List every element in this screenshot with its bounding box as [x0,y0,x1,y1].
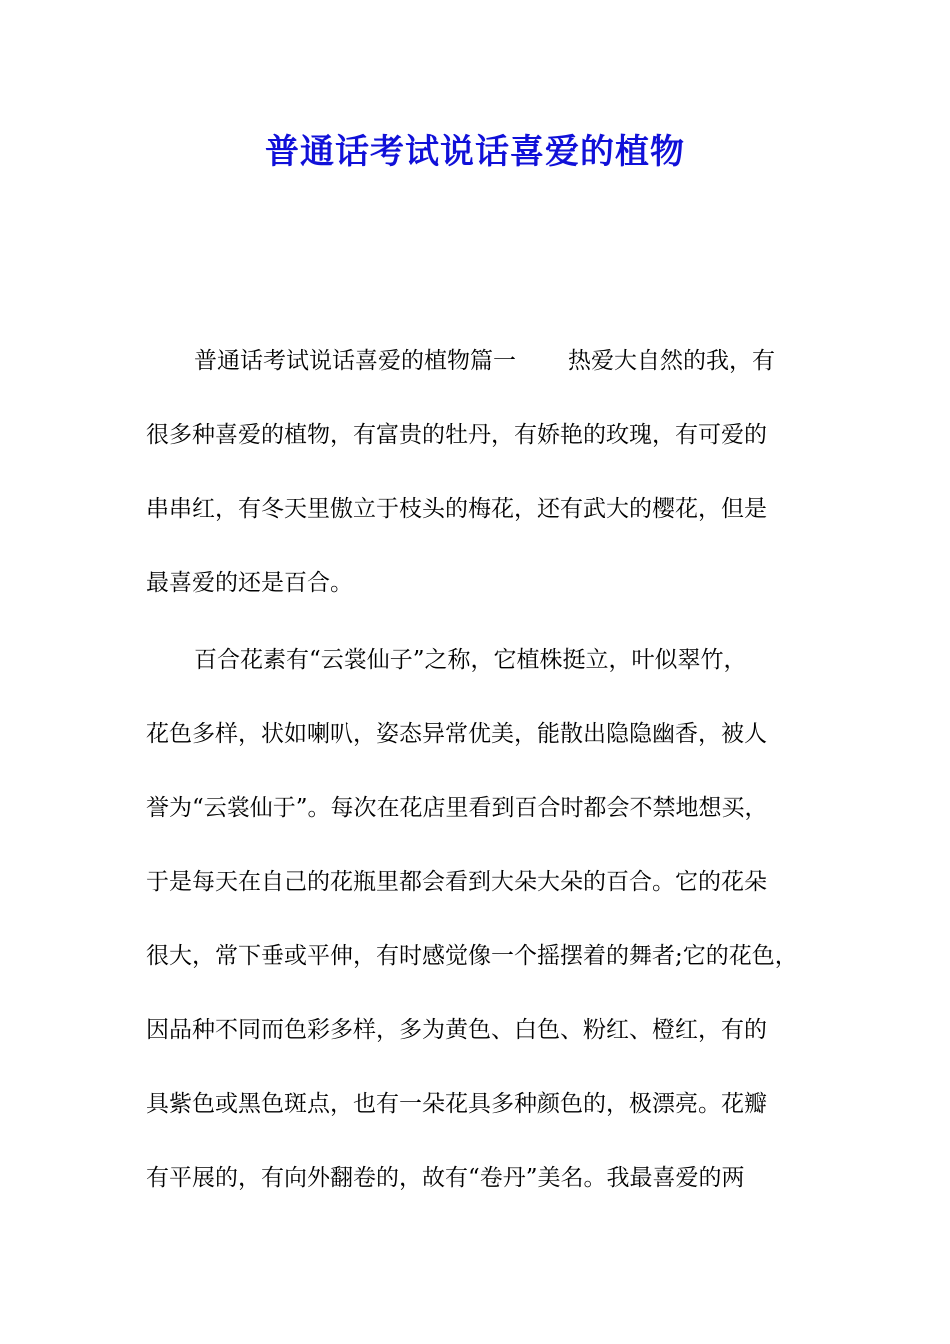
paragraph-1-line-1 [194,341,826,381]
paragraph-2-line-4: 于是每天在自己的花瓶里都会看到大朵大朵的百合。它的花朵 [146,869,767,895]
paragraph-2-line-7: 具紫色或黑色斑点，也有一朵花具多种颜色的，极漂亮。花瓣 [146,1091,767,1117]
paragraph-1-line-3: 串串红，有冬天里傲立于枝头的梅花，还有武大的樱花，但是 [146,496,767,522]
paragraph-2-line-1: 百合花素有“云裳仙子”之称，它植株挺立，叶似翠竹， [194,647,747,673]
paragraph-2-line-2: 花色多样，状如喇叭，姿态异常优美，能散出隐隐幽香，被人 [146,721,767,747]
paragraph-2-line-6: 因品种不同而色彩多样，多为黄色、白色、粉红、橙红，有的 [146,1017,767,1043]
paragraph-2-line-8: 有平展的，有向外翻卷的，故有“卷丹”美名。我最喜爱的两 [146,1165,745,1191]
paragraph-2-line-3: 誉为“云裳仙于”。每次在花店里看到百合时都会不禁地想买， [146,795,768,821]
paragraph-1-line-2: 很多种喜爱的植物，有富贵的牡丹，有娇艳的玫瑰，有可爱的 [146,422,767,448]
paragraph-2-line-5: 很大，常下垂或平伸，有时感觉像一个摇摆着的舞者;它的花色， [146,943,798,969]
paragraph-text: 热爱大自然的我，有 [568,348,775,374]
paragraph-1-line-4: 最喜爱的还是百合。 [146,570,353,596]
document-title: 普通话考试说话喜爱的植物 [265,132,685,172]
section-heading: 普通话考试说话喜爱的植物篇一 [194,348,516,374]
